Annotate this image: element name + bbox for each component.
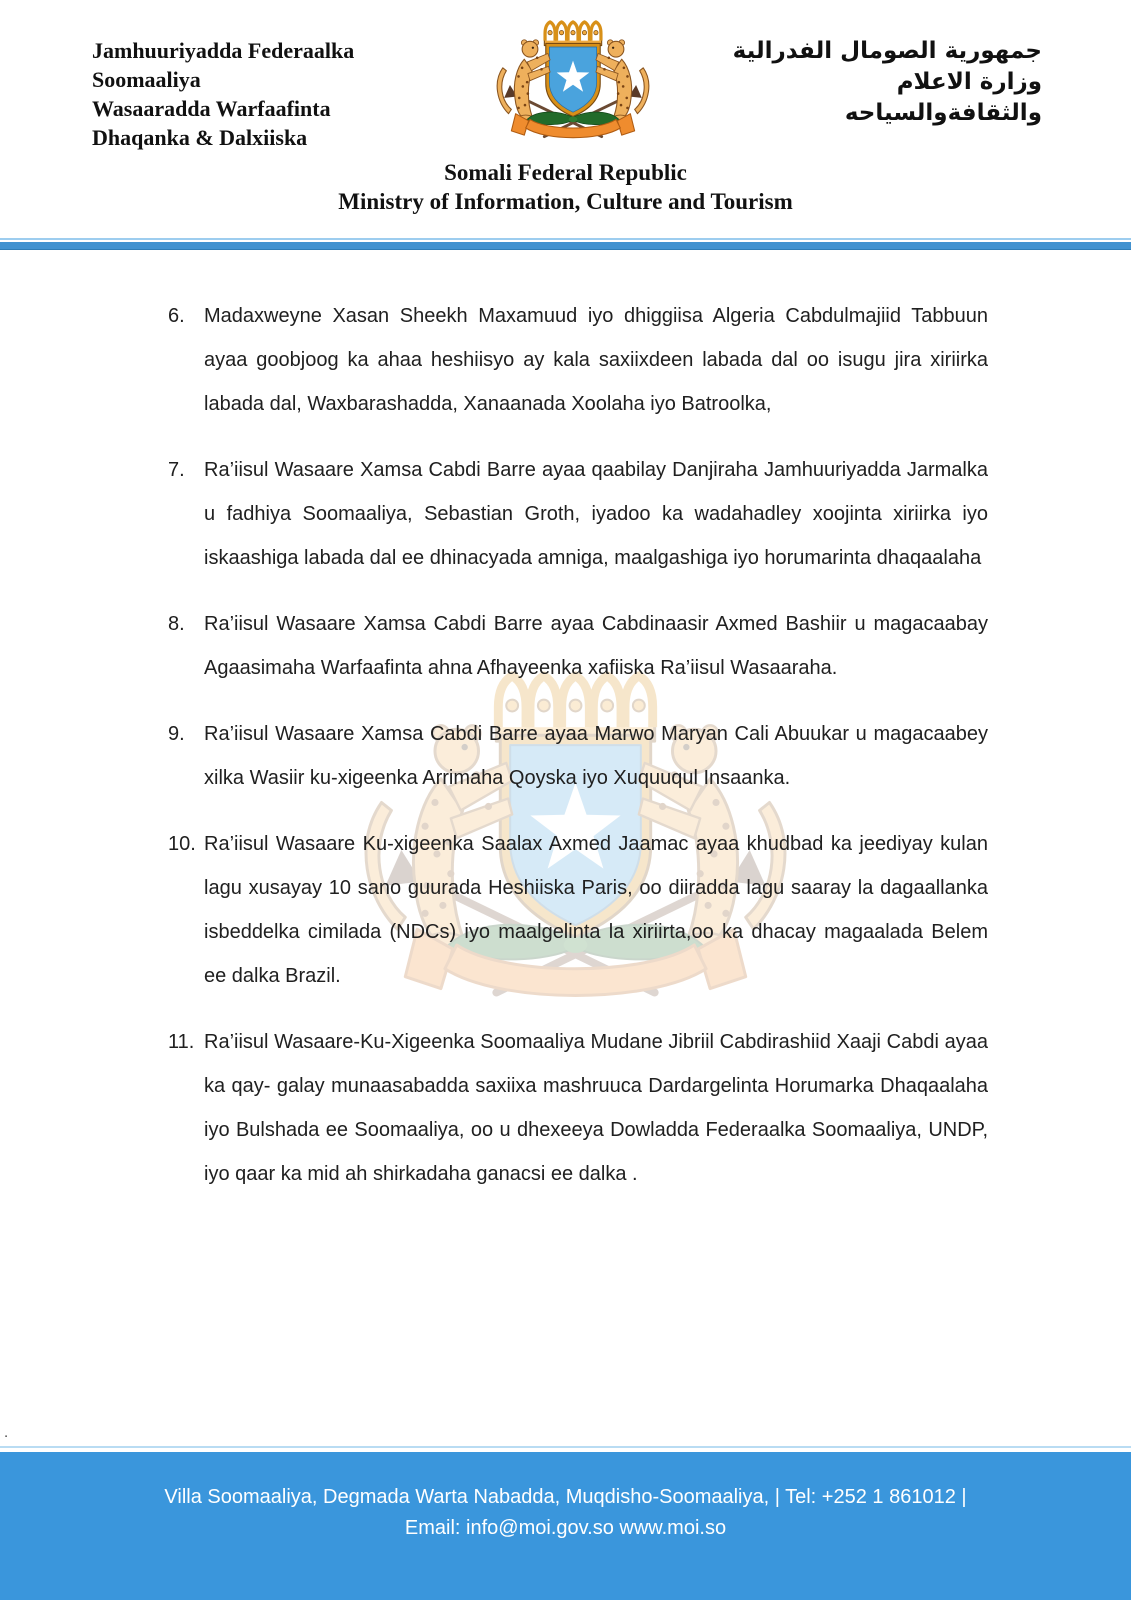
item-number: 11. <box>168 1031 195 1053</box>
list-item <box>168 822 988 998</box>
item-text: Ra’iisul Wasaare Xamsa Cabdi Barre ayaa Marwo Maryan Cali Abuukar u magacaabey xilka Wasiir ku-xigeenka Arrimaha Qoyska iyo Xuquuqul Insaanka. <box>204 723 988 789</box>
item-text: Madaxweyne Xasan Sheekh Maxamuud iyo dhiggiisa Algeria Cabdulmajiid Tabbuun ayaa goobjoog ka ahaa heshiisyo ay kala saxiixdeen labada dal oo isugu jira xiriirka labada dal, Waxbarashadda, Xanaanada Xoolaha iyo Batroolka, <box>204 305 988 415</box>
list-item <box>168 1020 988 1196</box>
item-number: 9. <box>168 723 185 745</box>
arabic-title-line: جمهورية الصومال الفدرالية <box>732 38 1042 64</box>
footer-band <box>0 1452 1131 1600</box>
item-text: Ra’iisul Wasaare-Ku-Xigeenka Soomaaliya Mudane Jibriil Cabdirashiid Xaaji Cabdi ayaa ka qay- galay munaasabadda saxiixa mashruuca Dardargelinta Horumarka Dhaqaalaha iyo Bulshada ee Soomaaliya, oo u dhexeeya Dowladda Federaalka Soomaaliya, UNDP, iyo qaar ka mid ah shirkadaha ganacsi ee dalka . <box>204 1031 988 1185</box>
item-number: 6. <box>168 305 185 327</box>
list-item <box>168 448 988 580</box>
arabic-title-line: وزارة الاعلام <box>896 69 1042 95</box>
arabic-title-line: والثقافةوالسياحه <box>844 100 1042 126</box>
item-number: 10. <box>168 833 196 855</box>
english-title-line: Ministry of Information, Culture and Tourism <box>338 189 793 214</box>
list-item <box>168 712 988 800</box>
press-release-list <box>168 294 988 1218</box>
ministry-title-english <box>0 158 1131 216</box>
item-text: Ra’iisul Wasaare Xamsa Cabdi Barre ayaa Cabdinaasir Axmed Bashiir u magacaabay Agaasimaha Warfaafinta ahna Afhayeenka xafiiska Ra’iisul Wasaaraha. <box>204 613 988 679</box>
footer-hairline <box>0 1446 1131 1448</box>
list-item <box>168 602 988 690</box>
item-number: 7. <box>168 459 185 481</box>
item-text: Ra’iisul Wasaare Ku-xigeenka Saalax Axmed Jaamac ayaa khudbad ka jeediyay kulan lagu xusayay 10 sano guurada Heshiiska Paris, oo diiradda lagu saaray la dagaallanka isbeddelka cimilada (NDCs) iyo maalgelinta la xiriirta,oo ka dhacay magaalada Belem ee dalka Brazil. <box>204 833 988 987</box>
list-item <box>168 294 988 426</box>
ministry-title-somali <box>92 36 442 152</box>
item-text: Ra’iisul Wasaare Xamsa Cabdi Barre ayaa qaabilay Danjiraha Jamhuuriyadda Jarmalka u fadhiya Soomaaliya, Sebastian Groth, iyadoo ka wadahadley xoojinta xiriirka iyo iskaashiga labada dal ee dhinacyada amniga, maalgashiga iyo horumarinta dhaqaalaha <box>204 459 988 569</box>
divider-main-line <box>0 242 1131 250</box>
somali-title-line: Dhaqanka & Dalxiiska <box>92 125 308 150</box>
ministry-title-arabic <box>682 36 1042 129</box>
somalia-coat-of-arms-icon <box>487 12 659 158</box>
somali-title-line: Jamhuuriyadda Federaalka <box>92 38 355 63</box>
stray-mark: . <box>4 1424 9 1441</box>
english-title-line: Somali Federal Republic <box>444 160 687 185</box>
footer-address: Villa Soomaaliya, Degmada Warta Nabadda, Muqdisho-Soomaaliya, | Tel: +252 1 861012 | <box>164 1486 967 1508</box>
item-number: 8. <box>168 613 185 635</box>
footer-contact: Email: info@moi.gov.so www.moi.so <box>404 1517 727 1539</box>
header-divider <box>0 238 1131 250</box>
somali-title-line: Wasaaradda Warfaafinta <box>92 96 331 121</box>
somali-title-line: Soomaaliya <box>92 67 201 92</box>
